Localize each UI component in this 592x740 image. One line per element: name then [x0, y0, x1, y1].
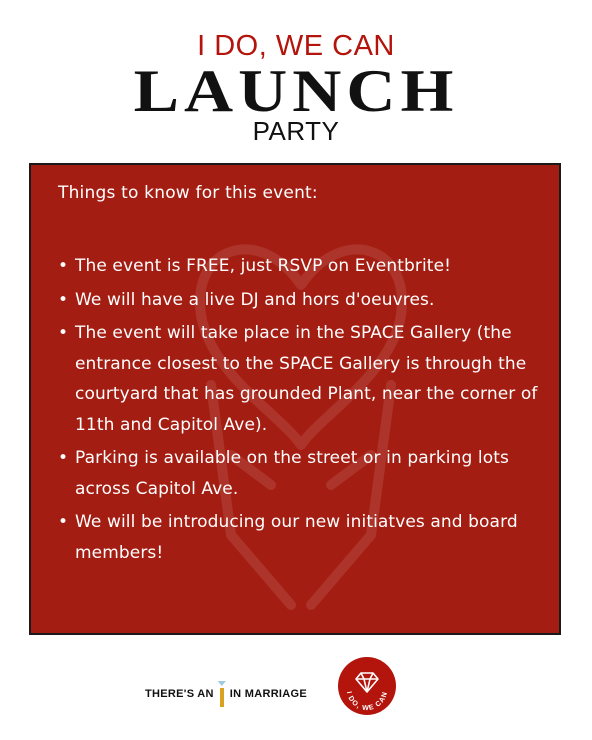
info-panel	[29, 163, 561, 635]
event-title: LAUNCH	[133, 57, 459, 125]
list-item: • The event is FREE, just RSVP on Eventbrite!	[58, 251, 538, 282]
list-item: • We will be introducing our new initiatves and board members!	[58, 507, 538, 568]
panel-intro: Things to know for this event:	[58, 183, 318, 203]
diamond-logo-icon	[337, 656, 397, 716]
organization-title: I DO, WE CAN	[197, 30, 395, 62]
tagline-after: IN MARRIAGE	[229, 688, 308, 700]
tagline-before: THERE'S AN	[145, 688, 214, 700]
logo-text: I DO, WE CAN	[345, 690, 390, 713]
list-item: • We will have a live DJ and hors d'oeuvres.	[58, 285, 538, 316]
event-subtitle: PARTY	[252, 116, 340, 146]
info-list	[58, 251, 538, 571]
list-item: • The event will take place in the SPACE Gallery (the entrance closest to the SPACE Gallery is through the courtyard that has grounded Plant, near the corner of 11th and Capitol Ave).	[58, 318, 538, 440]
tagline	[145, 681, 307, 707]
list-item: • Parking is available on the street or in parking lots across Capitol Ave.	[58, 443, 538, 504]
i-gem-icon	[220, 681, 224, 707]
